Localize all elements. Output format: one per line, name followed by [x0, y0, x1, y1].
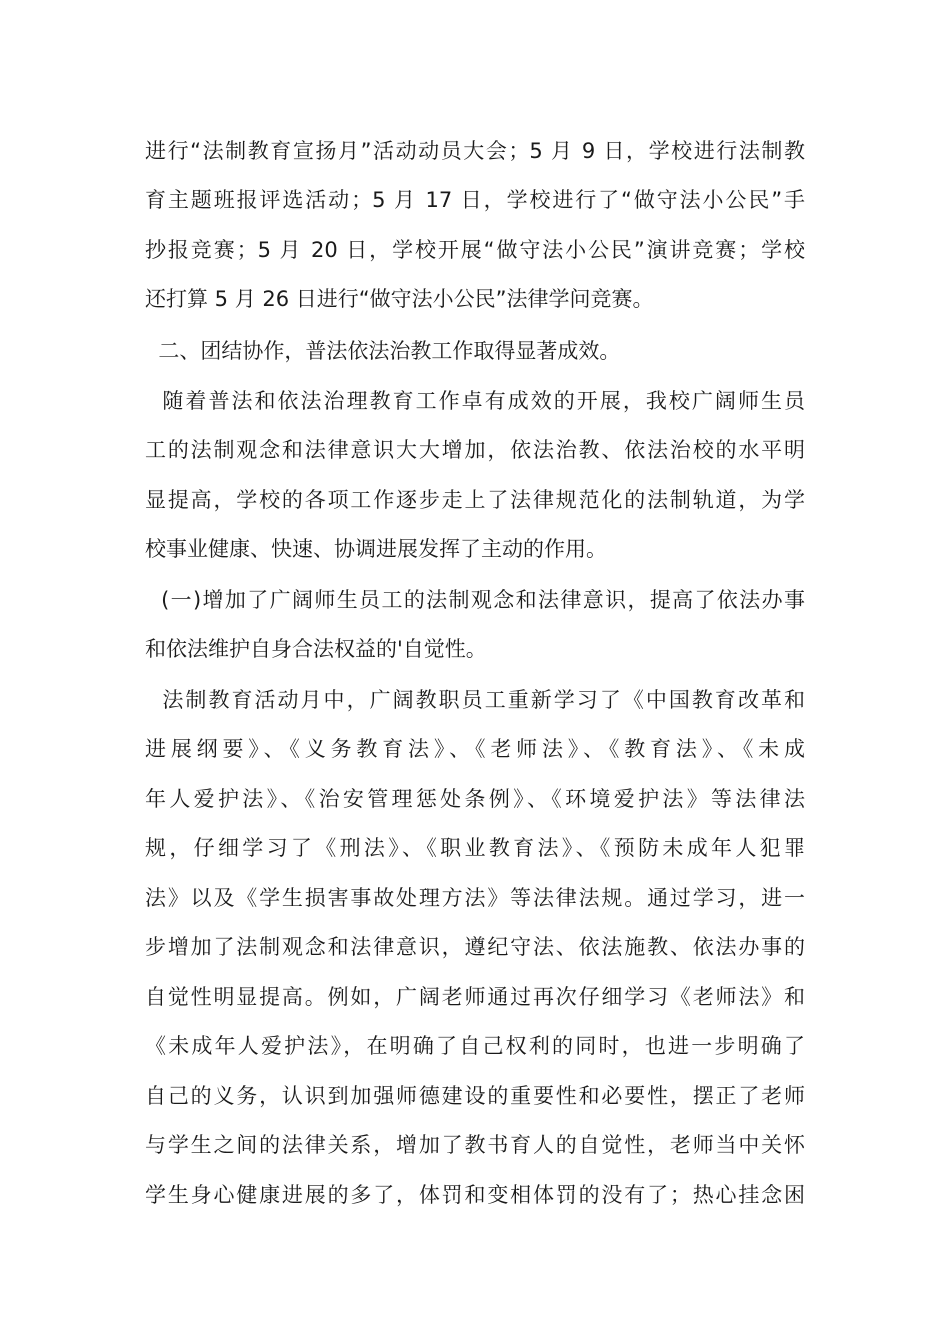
text-line: 随着普法和依法治理教育工作卓有成效的开展，我校广阔师生员 [145, 389, 805, 413]
text-line: 和依法维护自身合法权益的'自觉性。 [145, 637, 487, 661]
subsection-heading: (一)增加了广阔师生员工的法制观念和法律意识，提高了依法办事 [145, 588, 805, 612]
text-line: 步增加了法制观念和法律意识，遵纪守法、依法施教、依法办事的 [145, 935, 805, 959]
text-line: 法制教育活动月中，广阔教职员工重新学习了《中国教育改革和 [145, 688, 805, 712]
text-line: 规，仔细学习了《刑法》、《职业教育法》、《预防未成年人犯罪 [145, 836, 805, 860]
text-line: 工的法制观念和法律意识大大增加，依法治教、依法治校的水平明 [145, 438, 805, 462]
text-line: 法》以及《学生损害事故处理方法》等法律法规。通过学习，进一 [145, 886, 805, 910]
text-line: 育主题班报评选活动；5 月 17 日，学校进行了“做守法小公民”手 [145, 188, 805, 212]
text-line: 年人爱护法》、《治安管理惩处条例》、《环境爱护法》等法律法 [145, 787, 805, 811]
text-line: 自觉性明显提高。例如，广阔老师通过再次仔细学习《老师法》和 [145, 985, 805, 1009]
text-line: 显提高，学校的各项工作逐步走上了法律规范化的法制轨道，为学 [145, 488, 805, 512]
text-line: 还打算 5 月 26 日进行“做守法小公民”法律学问竞赛。 [145, 287, 654, 311]
text-line: 与学生之间的法律关系，增加了教书育人的自觉性，老师当中关怀 [145, 1133, 805, 1157]
section-heading: 二、团结协作，普法依法治教工作取得显著成效。 [145, 339, 621, 363]
text-line: 进展纲要》、《义务教育法》、《老师法》、《教育法》、《未成 [145, 737, 805, 761]
text-line: 《未成年人爱护法》，在明确了自己权利的同时，也进一步明确了 [145, 1034, 805, 1058]
text-line: 校事业健康、快速、协调进展发挥了主动的作用。 [145, 537, 607, 561]
text-line: 进行“法制教育宣扬月”活动动员大会；5 月 9 日，学校进行法制教 [145, 139, 805, 163]
text-line: 抄报竞赛；5 月 20 日，学校开展“做守法小公民”演讲竞赛；学校 [145, 238, 805, 262]
text-line: 学生身心健康进展的多了，体罚和变相体罚的没有了；热心挂念困 [145, 1183, 805, 1207]
text-line: 自己的义务，认识到加强师德建设的重要性和必要性，摆正了老师 [145, 1084, 805, 1108]
